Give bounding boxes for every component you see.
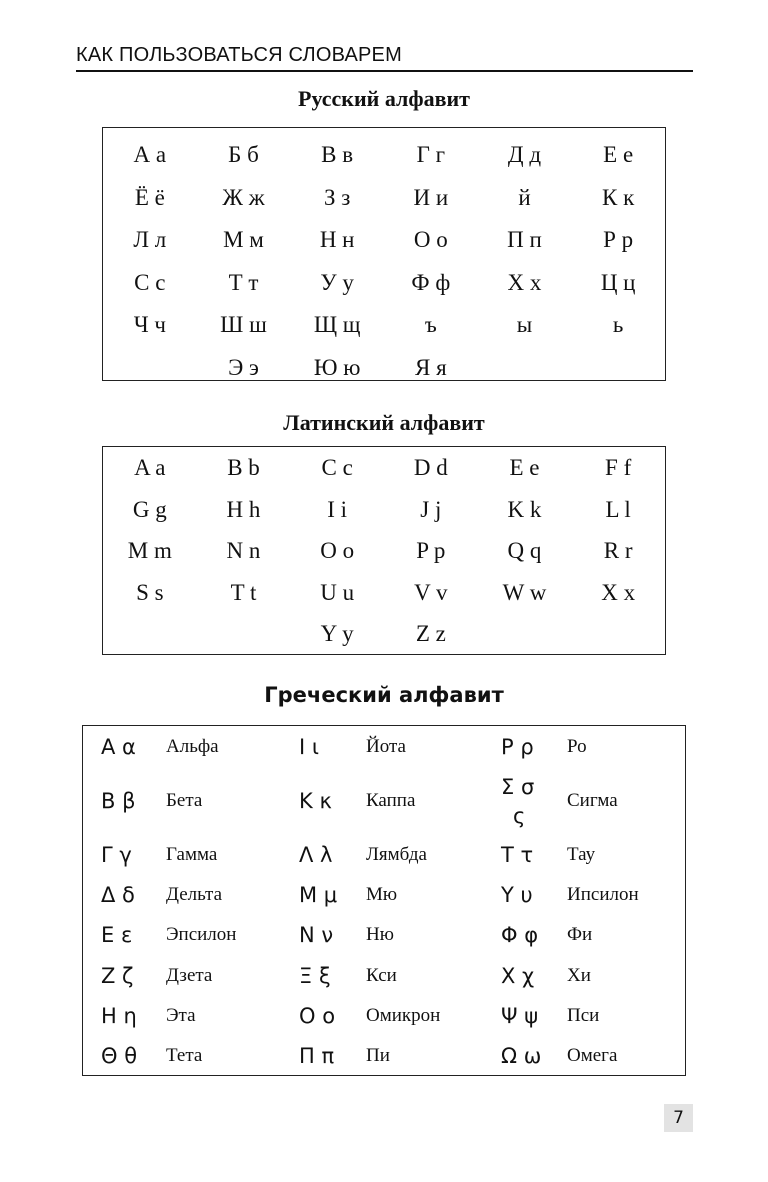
latin-letter-cell: X x — [601, 579, 636, 605]
latin-letter-cell: W w — [502, 579, 547, 605]
russian-letter-cell: И и — [413, 184, 449, 210]
russian-letter-cell — [103, 347, 197, 390]
russian-letter-cell: Л л — [133, 227, 167, 252]
latin-letter-cell: F f — [605, 455, 632, 480]
greek-letter-name: Бета — [166, 790, 203, 811]
greek-letter-symbol: Π π — [299, 1044, 335, 1068]
greek-letter-symbol: Δ δ — [101, 883, 135, 907]
greek-letter-name: Дзета — [166, 965, 213, 986]
russian-letter-cell: Ф ф — [411, 269, 451, 295]
greek-letter-symbol: Ρ ρ — [501, 735, 534, 759]
greek-letter-name: Кси — [366, 965, 397, 986]
greek-letter-symbol: Χ χ — [501, 964, 535, 988]
running-head: КАК ПОЛЬЗОВАТЬСЯ СЛОВАРЕМ — [76, 40, 693, 72]
latin-letter-cell: Y y — [320, 621, 354, 647]
greek-letter-name: Хи — [567, 965, 591, 986]
russian-letter-cell: й — [518, 184, 531, 210]
page-number: 7 — [664, 1104, 693, 1132]
latin-letter-cell: O o — [320, 538, 355, 564]
latin-letter-cell: L l — [605, 496, 631, 522]
russian-letter-cell: П п — [507, 227, 542, 252]
russian-letter-cell: Ш ш — [220, 312, 267, 337]
russian-letter-cell: С с — [134, 269, 166, 295]
greek-letter-name: Сигма — [567, 790, 618, 811]
greek-letter-symbol: Γ γ — [101, 843, 132, 867]
latin-letter-cell: C c — [321, 455, 353, 480]
latin-alphabet-title: Латинский алфавит — [283, 410, 485, 435]
greek-letter-name: Дельта — [166, 884, 223, 905]
greek-letter-symbol: Κ κ — [299, 789, 332, 813]
russian-letter-cell: Э э — [228, 354, 259, 380]
russian-letter-cell: Р р — [603, 227, 634, 252]
latin-alphabet-table — [102, 446, 666, 655]
latin-letter-cell: R r — [603, 538, 633, 564]
latin-letter-cell — [103, 613, 197, 655]
greek-letter-name: Йота — [366, 736, 406, 757]
greek-letter-symbol: Θ θ — [101, 1044, 138, 1068]
greek-letter-name: Пи — [366, 1045, 390, 1066]
latin-letter-cell: T t — [230, 579, 257, 605]
greek-letter-name: Лямбда — [366, 844, 427, 865]
russian-letter-cell: Б б — [228, 142, 259, 167]
greek-letter-name: Пси — [567, 1005, 600, 1026]
latin-letter-cell: N n — [226, 538, 261, 564]
russian-alphabet-title: Русский алфавит — [298, 86, 470, 111]
greek-alphabet-table — [82, 725, 686, 1076]
greek-letter-symbol: Ω ω — [501, 1044, 542, 1068]
greek-letter-name: Гамма — [166, 844, 218, 865]
latin-letter-cell: U u — [320, 579, 355, 605]
russian-letter-cell: К к — [602, 184, 635, 210]
latin-letter-cell: E e — [509, 455, 540, 480]
russian-letter-cell: Т т — [228, 269, 259, 295]
russian-letter-cell: Н н — [319, 227, 355, 252]
latin-letter-cell: Z z — [415, 621, 446, 647]
russian-alphabet-table — [102, 127, 666, 381]
latin-letter-cell: B b — [227, 455, 260, 480]
greek-letter-name: Тета — [166, 1045, 203, 1066]
latin-alphabet-grid — [103, 447, 665, 655]
russian-letter-cell: Ц ц — [600, 269, 636, 295]
russian-letter-cell: Ж ж — [222, 184, 265, 210]
greek-letter-symbol: Α α — [101, 735, 136, 759]
greek-letter-name: Альфа — [166, 736, 219, 757]
latin-letter-cell: H h — [226, 496, 261, 522]
russian-letter-cell: ъ — [424, 312, 437, 337]
greek-letter-name: Эта — [166, 1005, 196, 1026]
greek-letter-name: Тау — [567, 844, 596, 865]
russian-letter-cell: О о — [413, 227, 448, 252]
latin-letter-cell: D d — [413, 455, 448, 480]
greek-letter-symbol: Ε ε — [101, 923, 133, 947]
latin-letter-cell: V v — [414, 579, 448, 605]
greek-letter-name: Омикрон — [366, 1005, 441, 1026]
latin-letter-cell — [197, 613, 291, 655]
russian-letter-cell: З з — [323, 184, 351, 210]
greek-letter-symbol: Σ σ — [501, 775, 535, 799]
greek-letter-symbol: Υ υ — [501, 883, 533, 907]
russian-letter-cell: Х х — [507, 269, 542, 295]
russian-letter-cell: Ё ё — [134, 184, 165, 210]
latin-letter-cell: S s — [136, 579, 164, 605]
latin-letter-cell: Q q — [507, 538, 542, 564]
greek-letter-symbol: Ψ ψ — [501, 1004, 539, 1028]
latin-letter-cell — [478, 613, 572, 655]
greek-letter-name: Ню — [366, 924, 394, 945]
greek-letter-name: Омега — [567, 1045, 618, 1066]
greek-letter-symbol: Ζ ζ — [101, 964, 134, 988]
greek-letter-final-sigma: ς — [513, 804, 526, 828]
greek-letter-symbol: Φ φ — [501, 923, 539, 947]
greek-letter-name: Фи — [567, 924, 593, 945]
greek-letter-symbol: Ν ν — [299, 923, 334, 947]
russian-letter-cell: М м — [223, 227, 264, 252]
greek-letter-symbol: Μ μ — [299, 883, 338, 907]
greek-letter-symbol: Τ τ — [501, 843, 534, 867]
russian-letter-cell: Д д — [507, 142, 542, 167]
russian-letter-cell: Г г — [416, 142, 446, 167]
latin-letter-cell: K k — [507, 496, 542, 522]
latin-letter-cell: G g — [132, 496, 167, 522]
russian-letter-cell: ь — [612, 312, 624, 337]
latin-letter-cell: I i — [327, 496, 348, 522]
greek-letter-name: Ипсилон — [567, 884, 639, 905]
russian-alphabet-grid — [103, 134, 665, 389]
greek-letter-name: Эпсилон — [166, 924, 237, 945]
russian-letter-cell: В в — [321, 142, 354, 167]
russian-letter-cell: ы — [516, 312, 533, 337]
latin-letter-cell: J j — [420, 496, 442, 522]
russian-letter-cell: У у — [320, 269, 354, 295]
latin-letter-cell: P p — [416, 538, 446, 564]
latin-letter-cell — [571, 613, 665, 655]
greek-letter-symbol: Ο ο — [299, 1004, 336, 1028]
greek-letter-name: Мю — [366, 884, 398, 905]
greek-letter-symbol: Η η — [101, 1004, 137, 1028]
greek-letter-symbol: Ξ ξ — [299, 964, 331, 988]
greek-letter-symbol: Λ λ — [299, 843, 333, 867]
russian-letter-cell: А а — [133, 142, 167, 167]
greek-letter-name: Каппа — [366, 790, 416, 811]
russian-letter-cell: Ч ч — [133, 312, 166, 337]
russian-letter-cell: Ю ю — [313, 354, 361, 380]
greek-alphabet-title: Греческий алфавит — [264, 683, 504, 707]
greek-letter-symbol: Β β — [101, 789, 136, 813]
latin-letter-cell: M m — [127, 538, 172, 564]
greek-letter-symbol: Ι ι — [299, 735, 319, 759]
russian-letter-cell — [478, 347, 572, 390]
russian-letter-cell: Я я — [414, 354, 447, 380]
greek-letter-name: Ро — [567, 736, 587, 757]
russian-letter-cell: Щ щ — [313, 312, 361, 337]
russian-letter-cell: Е е — [603, 142, 634, 167]
russian-letter-cell — [571, 347, 665, 390]
latin-letter-cell: A a — [134, 455, 166, 480]
